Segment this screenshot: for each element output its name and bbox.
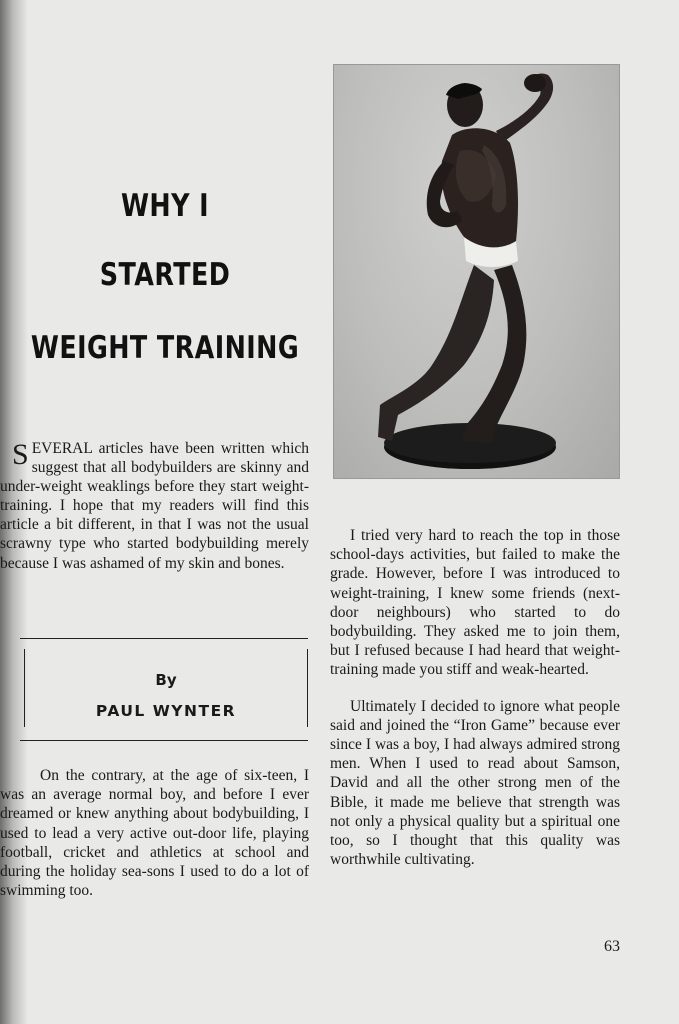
body-paragraph-right-1: I tried very hard to reach the top in those school-days activities, but failed to make the grade. However, before I was introduced to weight-training, I knew some friends (next-door neighbours) who started to do bodybuilding. They asked me to join them, but I refused because I had heard that weight-training made you stiff and weak-hearted. [330,527,620,679]
bodybuilder-figure-image [334,65,619,478]
byline-box [20,638,308,741]
body-paragraph-left: On the contrary, at the age of six-teen, I was an average normal boy, and before I ever dreamed or knew anything about bodybuilding, I used to lead a very active out-door life, playing football, cricket and athletics at school and during the holiday sea-sons I used to do a lot of swimming too. [0,767,309,900]
article-title-line-2: STARTED [99,257,231,293]
intro-column [0,439,309,573]
right-body-column [330,526,620,886]
article-title-line-1: WHY I [120,188,210,224]
page-number: 63 [604,938,620,955]
left-body-column [0,766,309,900]
intro-text: EVERAL articles have been written which suggest that all bodybuilders are skinny and under-weight weaklings before they start weight-training. I hope that my readers will find this article a bit different, in that I was not the usual scrawny type who started bodybuilding merely because I was ashamed of my skin and bones. [0,440,309,572]
byline-label: By [155,671,177,689]
bodybuilder-photo [333,64,620,479]
article-title-line-3: WEIGHT TRAINING [30,330,300,366]
drop-cap: S [12,438,29,471]
body-paragraph-right-2: Ultimately I decided to ignore what people said and joined the “Iron Game” because ever since I was a boy, I had always admired strong men. When I used to read about Samson, David and all the other strong men of the Bible, it made me believe that strength was not only a physical quality but a spiritual one too, so I thought that this quality was worthwhile cultivating. [330,697,620,869]
byline-frame [24,649,308,727]
author-name: PAUL WYNTER [95,702,237,720]
intro-paragraph [0,439,309,573]
